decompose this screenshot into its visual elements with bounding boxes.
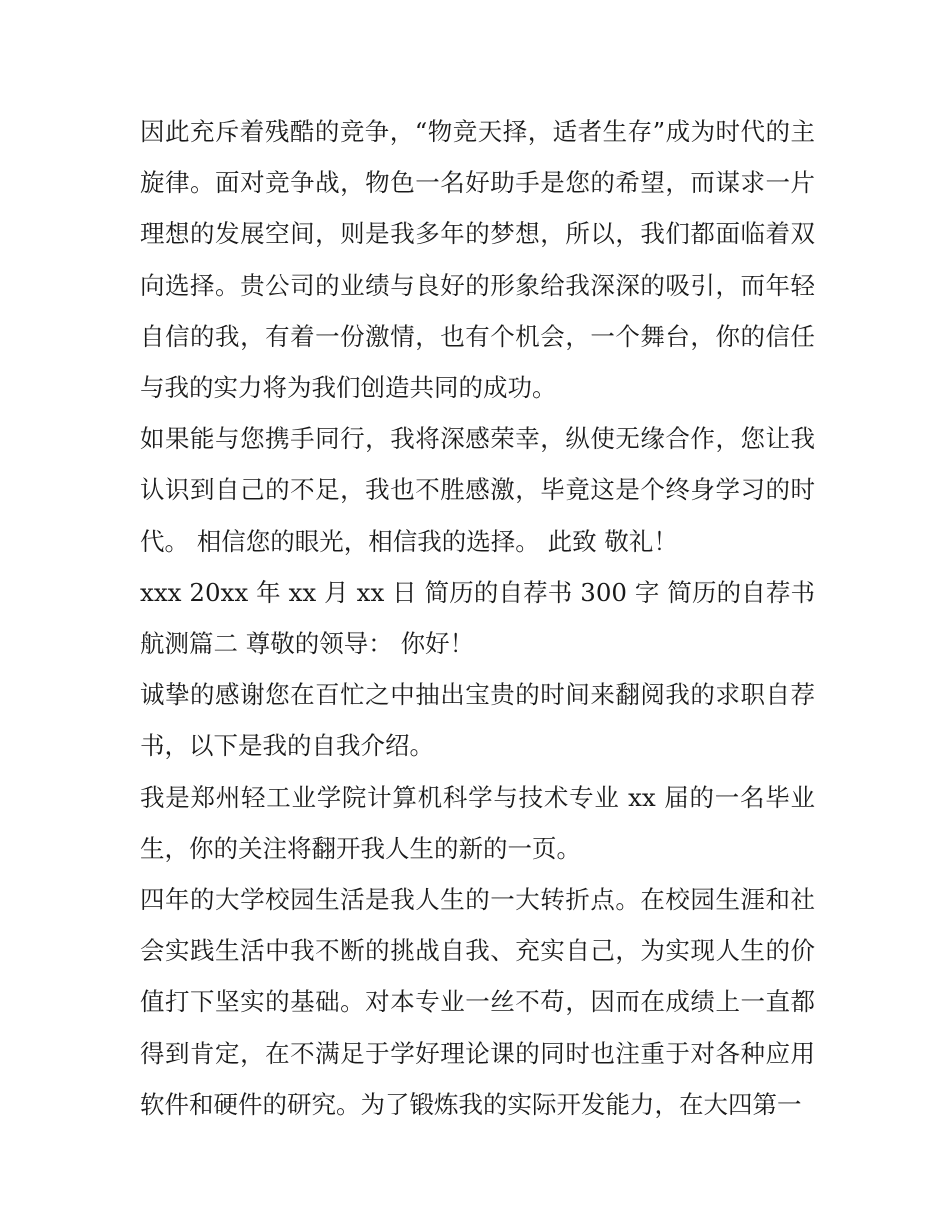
paragraph-competition: 因此充斥着残酷的竞争，“物竞天择，适者生存”成为时代的主旋律。面对竞争战，物色一名好助手是您的希望，而谋求一片理想的发展空间，则是我多年的梦想，所以，我们都面临着双向选择。贵公司的业绩与良好的形象给我深深的吸引，而年轻自信的我，有着一份激情，也有个机会，一个舞台，你的信任与我的实力将为我们创造共同的成功。 [140, 117, 815, 403]
paragraph-introduction: 我是郑州轻工业学院计算机科学与技术专业 xx 届的一名毕业生，你的关注将翻开我人生的新的一页。 [140, 782, 815, 863]
paragraph-thanks: 诚挚的感谢您在百忙之中抽出宝贵的时间来翻阅我的求职自荐书，以下是我的自我介绍。 [140, 680, 815, 761]
document-body [140, 106, 815, 1130]
paragraph-cooperation: 如果能与您携手同行，我将深感荣幸，纵使无缘合作，您让我认识到自己的不足，我也不胜感激，毕竟这是个终身学习的时代。 相信您的眼光，相信我的选择。 此致 敬礼！ [140, 424, 815, 556]
paragraph-date-heading: xxx 20xx 年 xx 月 xx 日 简历的自荐书 300 字 简历的自荐书航测篇二 尊敬的领导： 你好！ [140, 577, 815, 659]
paragraph-university-life: 四年的大学校园生活是我人生的一大转折点。在校园生涯和社会实践生活中我不断的挑战自我、充实自己，为实现人生的价值打下坚实的基础。对本专业一丝不苟，因而在成绩上一直都得到肯定，在不满足于学好理论课的同时也注重于对各种应用软件和硬件的研究。为了锻炼我的实际开发能力，在大四第一 [140, 885, 815, 1119]
